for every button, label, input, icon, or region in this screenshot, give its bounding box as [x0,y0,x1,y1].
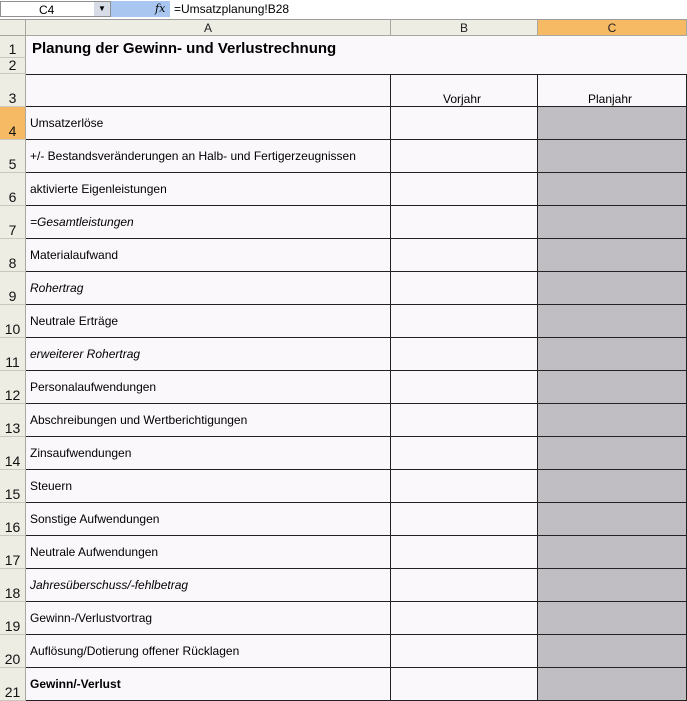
row-header-2[interactable] [0,58,26,74]
cell-b6[interactable] [391,173,538,206]
row-header-11[interactable] [0,338,26,371]
cell-b19[interactable] [391,602,538,635]
cell-b3[interactable] [391,74,538,107]
row-number: 4 [8,123,17,139]
row-number: 7 [8,222,17,238]
row-label: Umsatzerlöse [30,116,104,130]
row-label: Gewinn/-Verlust [30,677,121,691]
cell-b12[interactable] [391,371,538,404]
row-number: 13 [4,420,21,436]
cell-b4[interactable] [391,107,538,140]
row-number: 19 [4,618,21,634]
row-label: Gewinn-/Verlustvortrag [30,611,153,625]
row-header-19[interactable] [0,602,26,635]
cell-b11[interactable] [391,338,538,371]
cell-b14[interactable] [391,437,538,470]
row-label: Materialaufwand [30,248,119,262]
row-number: 8 [8,255,17,271]
row-header-7[interactable] [0,206,26,239]
row-number: 10 [4,321,21,337]
row-number: 11 [5,354,20,370]
row-header-6[interactable] [0,173,26,206]
name-box-value: C4 [39,3,55,17]
cell-b13[interactable] [391,404,538,437]
cell-c17[interactable] [538,536,687,569]
cell-a13[interactable] [26,404,391,437]
column-header-b[interactable]: B [391,20,538,36]
row-label: +/- Bestandsveränderungen an Halb- und Fertigerzeugnissen [30,149,356,163]
cell-c15[interactable] [538,470,687,503]
cell-a19[interactable] [26,602,391,635]
row-label: Zinsaufwendungen [30,446,132,460]
cell-a8[interactable] [26,239,391,272]
row-header-12[interactable] [0,371,26,404]
cell-c19[interactable] [538,602,687,635]
cell-b20[interactable] [391,635,538,668]
row-label: Abschreibungen und Wertberichtigungen [30,413,248,427]
row-label: Sonstige Aufwendungen [30,512,160,526]
cell-a16[interactable] [26,503,391,536]
cell-a17[interactable] [26,536,391,569]
cell-a9[interactable] [26,272,391,305]
cell-b10[interactable] [391,305,538,338]
row-number: 6 [8,189,17,205]
cell-a14[interactable] [26,437,391,470]
cell-a6[interactable] [26,173,391,206]
column-header-c[interactable]: C [538,20,687,36]
row-number: 15 [4,486,21,502]
row-number: 5 [8,156,17,172]
row-number: 2 [8,57,17,73]
sheet-title: Planung der Gewinn- und Verlustrechnung [32,40,337,57]
row-number: 3 [8,90,17,106]
row-header-10[interactable] [0,305,26,338]
cell-b16[interactable] [391,503,538,536]
cell-b5[interactable] [391,140,538,173]
row-header-13[interactable] [0,404,26,437]
header-planjahr: Planjahr [588,92,633,106]
row-number: 18 [4,585,21,601]
row-label: Rohertrag [30,281,84,295]
cell-b7[interactable] [391,206,538,239]
row-header-5[interactable] [0,140,26,173]
row-header-17[interactable] [0,536,26,569]
cell-c10[interactable] [538,305,687,338]
row-header-21[interactable] [0,668,26,701]
row-label: Personalaufwendungen [30,380,157,394]
table-top-border [26,74,687,75]
row-header-18[interactable] [0,569,26,602]
cell-c9[interactable] [538,272,687,305]
row-label: Neutrale Aufwendungen [30,545,159,559]
cell-b9[interactable] [391,272,538,305]
row-header-4[interactable] [0,107,26,140]
cell-a15[interactable] [26,470,391,503]
cell-a21[interactable] [26,668,391,701]
row-label: aktivierte Eigenleistungen [30,182,167,196]
header-vorjahr: Vorjahr [443,92,482,106]
cell-c11[interactable] [538,338,687,371]
cell-a20[interactable] [26,635,391,668]
row-number: 17 [4,552,21,568]
row-number: 1 [8,41,17,57]
cell-a10[interactable] [26,305,391,338]
row-label: erweiterer Rohertrag [30,347,141,361]
column-header-a[interactable]: A [26,20,391,36]
cell-c6[interactable] [538,173,687,206]
chevron-down-icon[interactable]: ▼ [94,2,110,16]
row-number: 9 [8,288,17,304]
row-label: Steuern [30,479,73,493]
row-header-1[interactable] [0,36,26,58]
cell-c20[interactable] [538,635,687,668]
select-all-corner[interactable] [0,20,26,36]
cell-c4[interactable] [538,107,687,140]
row-header-16[interactable] [0,503,26,536]
row-header-9[interactable] [0,272,26,305]
row-header-8[interactable] [0,239,26,272]
name-box[interactable] [0,1,111,17]
row-number: 12 [4,387,21,403]
cell-c21[interactable] [538,668,687,701]
cell-c5[interactable] [538,140,687,173]
cell-c16[interactable] [538,503,687,536]
cell-a4[interactable] [26,107,391,140]
cell-a3[interactable] [26,74,391,107]
row-number: 21 [4,684,21,700]
row-label: Jahresüberschuss/-fehlbetrag [30,578,189,592]
row-header-20[interactable] [0,635,26,668]
row-number: 16 [4,519,21,535]
formula-input[interactable]: =Umsatzplanung!B28 [174,2,290,16]
cell-c14[interactable] [538,437,687,470]
cell-a12[interactable] [26,371,391,404]
cell-b21[interactable] [391,668,538,701]
cell-b8[interactable] [391,239,538,272]
row-header-14[interactable] [0,437,26,470]
row-label: =Gesamtleistungen [30,215,134,229]
row-number: 14 [4,453,21,469]
cell-c12[interactable] [538,371,687,404]
function-icon[interactable]: fx [155,2,166,15]
row-label: Auflösung/Dotierung offener Rücklagen [30,644,240,658]
cell-c13[interactable] [538,404,687,437]
cell-b18[interactable] [391,569,538,602]
cell-a5[interactable] [26,140,391,173]
row-label: Neutrale Erträge [30,314,119,328]
cell-a7[interactable] [26,206,391,239]
cell-b15[interactable] [391,470,538,503]
cell-c7[interactable] [538,206,687,239]
cell-c8[interactable] [538,239,687,272]
insert-function-area[interactable] [111,1,170,17]
cell-a11[interactable] [26,338,391,371]
cell-c3[interactable] [538,74,687,107]
cell-b17[interactable] [391,536,538,569]
row-header-3[interactable] [0,74,26,107]
cell-c18[interactable] [538,569,687,602]
row-header-15[interactable] [0,470,26,503]
row-number: 20 [4,651,21,667]
formula-bar [0,0,687,20]
cell-a18[interactable] [26,569,391,602]
